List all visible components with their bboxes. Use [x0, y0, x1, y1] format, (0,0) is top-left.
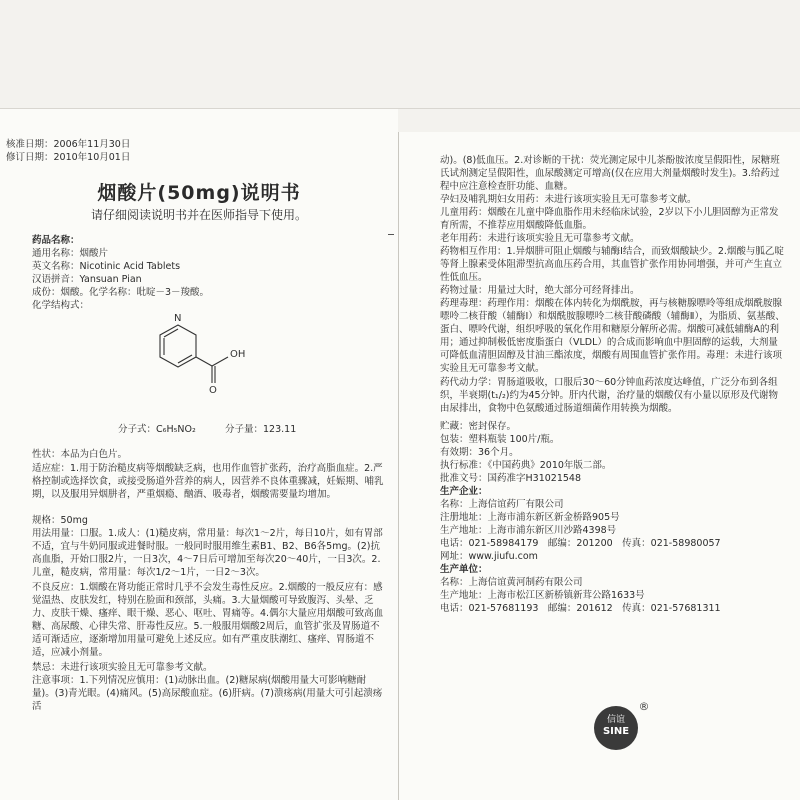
page-title: 烟酸片(50mg)说明书: [97, 182, 301, 204]
page-subtitle: 请仔细阅读说明书并在医师指导下使用。: [90, 208, 307, 222]
hydroxyl-label: OH: [230, 349, 246, 360]
pharmacology-section: 药理毒理：药理作用：烟酸在体内转化为烟酰胺，再与核糖腺嘌呤等组成烟酰胺腺嘌呤二核苷酸（辅酶Ⅰ）和烟酰胺腺嘌呤二核苷酸磷酸（辅酶Ⅱ），为脂质、氨基酸、蛋白、嘌呤代谢，组织呼吸的氧化作用和糖原分解所必需。烟酸可减低辅酶A的利用；通过抑制极低密度脂蛋白（VLDL）的合成而影响血中胆固醇的运载，大剂量可降低血清胆固醇及甘油三酯浓度，烟酸有周围血管扩张作用。毒理：未进行该项实验且无可靠参考文献。: [440, 298, 785, 375]
validity: 有效期：36个月。: [440, 447, 519, 458]
elderly-section: 老年用药：未进行该项实验且无可靠参考文献。: [440, 233, 640, 244]
traits-section: 性状：本品为白色片。: [32, 449, 128, 460]
pyridine-ring: [160, 325, 196, 367]
producer-name: 名称：上海信谊黄河制药有限公司: [440, 577, 583, 588]
nitrogen-label: N: [174, 313, 182, 324]
pinyin-name: 汉语拼音：Yansuan Pian: [32, 274, 142, 285]
chemical-structure: [150, 305, 260, 395]
standard: 执行标准：《中国药典》2010年版二部。: [440, 460, 612, 471]
approval-number: 批准文号：国药准字H31021548: [440, 473, 581, 484]
margin-mark: [388, 234, 394, 235]
carboxyl-bond: [196, 357, 212, 366]
ingredients: 成份：烟酸。化学名称：吡啶－3－羧酸。: [32, 287, 210, 298]
manufacturer-header: 生产企业：: [440, 486, 488, 497]
molecular-formula: 分子式：C₆H₅NO₂: [118, 424, 196, 435]
dosage-section: 用法用量：口服。1.成人：(1)糙皮病，常用量：每次1～2片，每日10片，如有胃部不适，宜与牛奶同服或进餐时服。一般同时服用维生素B1、B2、B6各5mg。(2)抗高血脂，开始口服2片，一日3次，4～7日后可增加至每次20～40片，一日3次。2.儿童，糙皮病，常用量：每次1/2～1片，一日2～3次。: [32, 528, 383, 579]
indications-section: 适应症：1.用于防治糙皮病等烟酸缺乏病，也用作血管扩张药，治疗高脂血症。2.严格控制或选择饮食，或接受肠道外营养的病人，因营养不良体重骤减，妊娠期、哺乳期，以及服用异烟肼者，严重烟瘾、酗酒、吸毒者，烟酸需要量均增加。: [32, 463, 384, 501]
manufacturer-reg-address: 注册地址：上海市浦东新区新金桥路905号: [440, 512, 620, 523]
oxygen-label: O: [209, 385, 217, 395]
contraindications-section: 禁忌：未进行该项实验且无可靠参考文献。: [32, 662, 213, 673]
structure-label: 化学结构式：: [32, 300, 90, 311]
manufacturer-name: 名称：上海信谊药厂有限公司: [440, 499, 564, 510]
molecular-weight: 分子量：123.11: [225, 424, 297, 435]
english-name: 英文名称：Nicotinic Acid Tablets: [32, 261, 181, 272]
producer-address: 生产地址：上海市松江区新桥镇新茸公路1633号: [440, 590, 645, 601]
manufacturer-prod-address: 生产地址：上海市浦东新区川沙路4398号: [440, 525, 617, 536]
spec-section: 规格：50mg: [32, 515, 88, 526]
logo-sine-text: SINE: [602, 726, 630, 737]
top-edge-line: [0, 108, 800, 109]
package: 包装：塑料瓶装 100片/瓶。: [440, 434, 560, 445]
pregnancy-section: 孕妇及哺乳期妇女用药：未进行该项实验且无可靠参考文献。: [440, 194, 697, 205]
pharmacokinetics-section: 药代动力学：胃肠道吸收，口服后30～60分钟血药浓度达峰值，广泛分布到各组织，半衰期(t₁/₂)约为45分钟。肝内代谢，治疗量的烟酸仅有小量以原形及代谢物由尿排出，食物中色氨酸通过肠道细菌作用转换为烟酸。: [440, 377, 779, 415]
children-section: 儿童用药：烟酸在儿童中降血脂作用未经临床试验，2岁以下小儿胆固醇为正常发育所需，不推荐应用烟酸降低血脂。: [440, 207, 779, 232]
logo-chinese-text: 信谊: [606, 715, 626, 725]
adverse-section: 不良反应：1.烟酸在肾功能正常时几乎不会发生毒性反应。2.烟酸的一般反应有：感觉温热、皮肤发红，特别在脸面和颈部，头痛。3.大量烟酸可导致腹泻、头晕、乏力、皮肤干燥、瘙痒、眼干燥、恶心、呕吐、胃痛等。4.偶尔大量应用烟酸可致高血糖、高尿酸、心律失常、肝毒性反应。5.一般服用烟酸2周后，血管扩张及胃肠道不适可渐适应，逐渐增加用量可避免上述反应。如有严重皮肤潮红、瘙痒、胃肠道不适，应减小剂量。: [32, 582, 384, 659]
registered-mark: ®: [638, 700, 650, 713]
revision-date: 修订日期：2010年10月01日: [6, 152, 131, 163]
interactions-section: 药物相互作用：1.异烟肼可阻止烟酸与辅酶Ⅰ结合，而致烟酸缺少。2.烟酸与胍乙啶等肾上腺素受体阻滞型抗高血压药合用，其血管扩张作用协同增强，并可产生直立性低血压。: [440, 246, 784, 284]
approval-date: 核准日期：2006年11月30日: [6, 139, 131, 150]
drug-name-header: 药品名称：: [32, 235, 80, 246]
producer-phone: 电话：021-57681193 邮编：201612 传真：021-57681311: [440, 603, 721, 614]
manufacturer-website: 网址：www.jiufu.com: [440, 551, 538, 562]
precautions-section: 注意事项：1.下列情况应慎用：(1)动脉出血。(2)糖尿病(烟酸用量大可影响糖耐量)。(3)青光眼。(4)痛风。(5)高尿酸血症。(6)肝病。(7)溃疡病(用量大可引起溃疡活: [32, 675, 383, 713]
sine-logo: [592, 698, 650, 756]
manufacturer-phone: 电话：021-58984179 邮编：201200 传真：021-58980057: [440, 538, 721, 549]
page-fold: [398, 132, 399, 800]
precautions-continued: 动)。(8)低血压。2.对诊断的干扰：荧光测定尿中儿茶酚胺浓度呈假阳性，尿糖班氏试剂测定呈假阳性，血尿酸测定可增高(仅在应用大剂量烟酸时发生)。3.给药过程中应注意检查肝功能、血糖。: [440, 155, 780, 193]
producer-header: 生产单位：: [440, 564, 488, 575]
overdose-section: 药物过量：用量过大时，绝大部分可经肾排出。: [440, 285, 640, 296]
storage: 贮藏：密封保存。: [440, 421, 517, 432]
common-name: 通用名称：烟酸片: [32, 248, 109, 259]
